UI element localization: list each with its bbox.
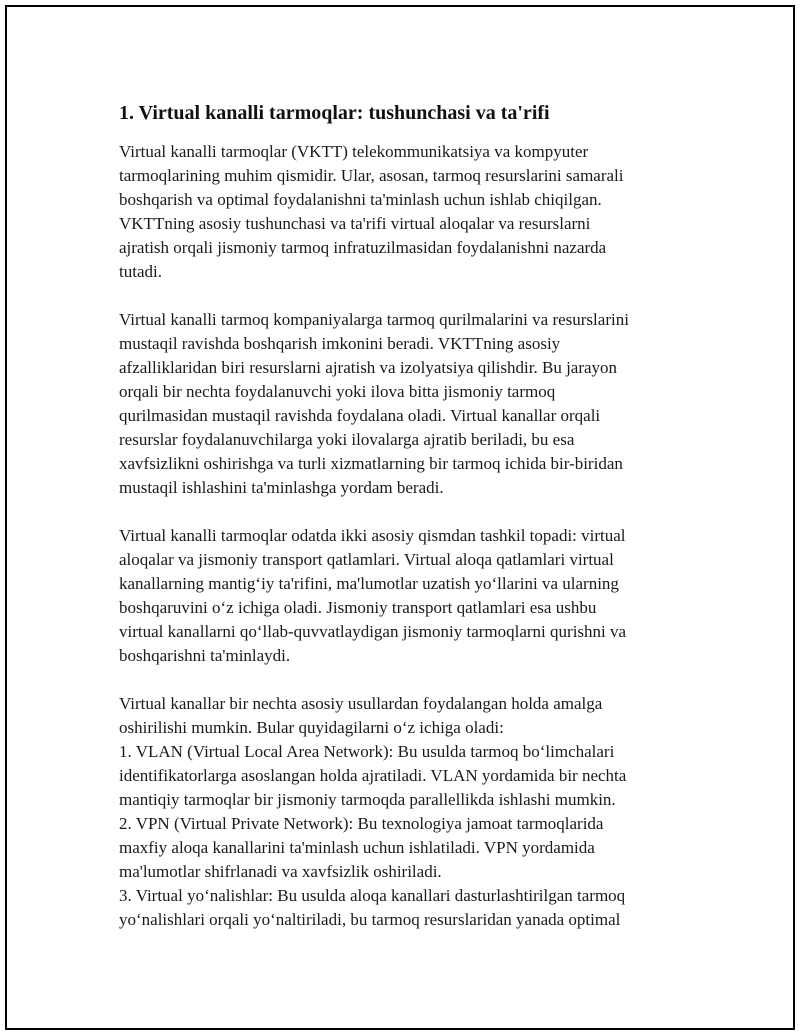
text-line: aloqalar va jismoniy transport qatlamlari. Virtual aloqa qatlamlari virtual [119, 550, 614, 569]
text-line: ma'lumotlar shifrlanadi va xavfsizlik oshiriladi. [119, 862, 442, 881]
text-line: tarmoqlarining muhim qismidir. Ular, asosan, tarmoq resurslarini samarali [119, 166, 624, 185]
page-frame [5, 5, 795, 1030]
text-line: tutadi. [119, 262, 162, 281]
paragraph-4 [119, 692, 685, 932]
text-line: maxfiy aloqa kanallarini ta'minlash uchun ishlatiladi. VPN yordamida [119, 838, 595, 857]
text-line: orqali bir nechta foydalanuvchi yoki ilova bitta jismoniy tarmoq [119, 382, 556, 401]
text-line: Virtual kanallar bir nechta asosiy usullardan foydalangan holda amalga [119, 694, 603, 713]
list-item-vpn: 2. VPN (Virtual Private Network): Bu texnologiya jamoat tarmoqlarida [119, 814, 604, 833]
paragraph-1 [119, 140, 685, 284]
text-line: boshqarishni ta'minlaydi. [119, 646, 291, 665]
text-line: Virtual kanalli tarmoqlar (VKTT) telekommunikatsiya va kompyuter [119, 142, 589, 161]
text-line: Virtual kanalli tarmoqlar odatda ikki asosiy qismdan tashkil topadi: virtual [119, 526, 626, 545]
list-item-virtual-routes: 3. Virtual yo‘nalishlar: Bu usulda aloqa kanallari dasturlashtirilgan tarmoq [119, 886, 626, 905]
text-line: identifikatorlarga asoslangan holda ajratiladi. VLAN yordamida bir nechta [119, 766, 627, 785]
text-line: ajratish orqali jismoniy tarmoq infratuzilmasidan foydalanishni nazarda [119, 238, 607, 257]
list-item-vlan: 1. VLAN (Virtual Local Area Network): Bu usulda tarmoq bo‘limchalari [119, 742, 615, 761]
text-line: afzalliklaridan biri resurslarni ajratish va izolyatsiya qilishdir. Bu jarayon [119, 358, 618, 377]
section-heading: 1. Virtual kanalli tarmoqlar: tushunchasi va ta'rifi [119, 102, 550, 124]
text-line: mantiqiy tarmoqlar bir jismoniy tarmoqda parallellikda ishlashi mumkin. [119, 790, 616, 809]
text-line: boshqaruvini o‘z ichiga oladi. Jismoniy transport qatlamlari esa ushbu [119, 598, 597, 617]
paragraph-3 [119, 524, 685, 668]
text-line: mustaqil ishlashini ta'minlashga yordam beradi. [119, 478, 444, 497]
text-line: kanallarning mantig‘iy ta'rifini, ma'lumotlar uzatish yo‘llarini va ularning [119, 574, 619, 593]
text-line: yo‘nalishlari orqali yo‘naltiriladi, bu tarmoq resurslaridan yanada optimal [119, 910, 621, 929]
text-line: oshirilishi mumkin. Bular quyidagilarni o‘z ichiga oladi: [119, 718, 504, 737]
text-line: mustaqil ravishda boshqarish imkonini beradi. VKTTning asosiy [119, 334, 561, 353]
text-line: Virtual kanalli tarmoq kompaniyalarga tarmoq qurilmalarini va resurslarini [119, 310, 629, 329]
text-line: boshqarish va optimal foydalanishni ta'minlash uchun ishlab chiqilgan. [119, 190, 602, 209]
text-line: virtual kanallarni qo‘llab-quvvatlaydigan jismoniy tarmoqlarni qurishni va [119, 622, 627, 641]
text-line: qurilmasidan mustaqil ravishda foydalana oladi. Virtual kanallar orqali [119, 406, 601, 425]
document-body [119, 99, 685, 956]
text-line: resurslar foydalanuvchilarga yoki ilovalarga ajratib beriladi, bu esa [119, 430, 575, 449]
text-line: VKTTning asosiy tushunchasi va ta'rifi virtual aloqalar va resurslarni [119, 214, 591, 233]
text-line: xavfsizlikni oshirishga va turli xizmatlarning bir tarmoq ichida bir-biridan [119, 454, 623, 473]
paragraph-2 [119, 308, 685, 500]
